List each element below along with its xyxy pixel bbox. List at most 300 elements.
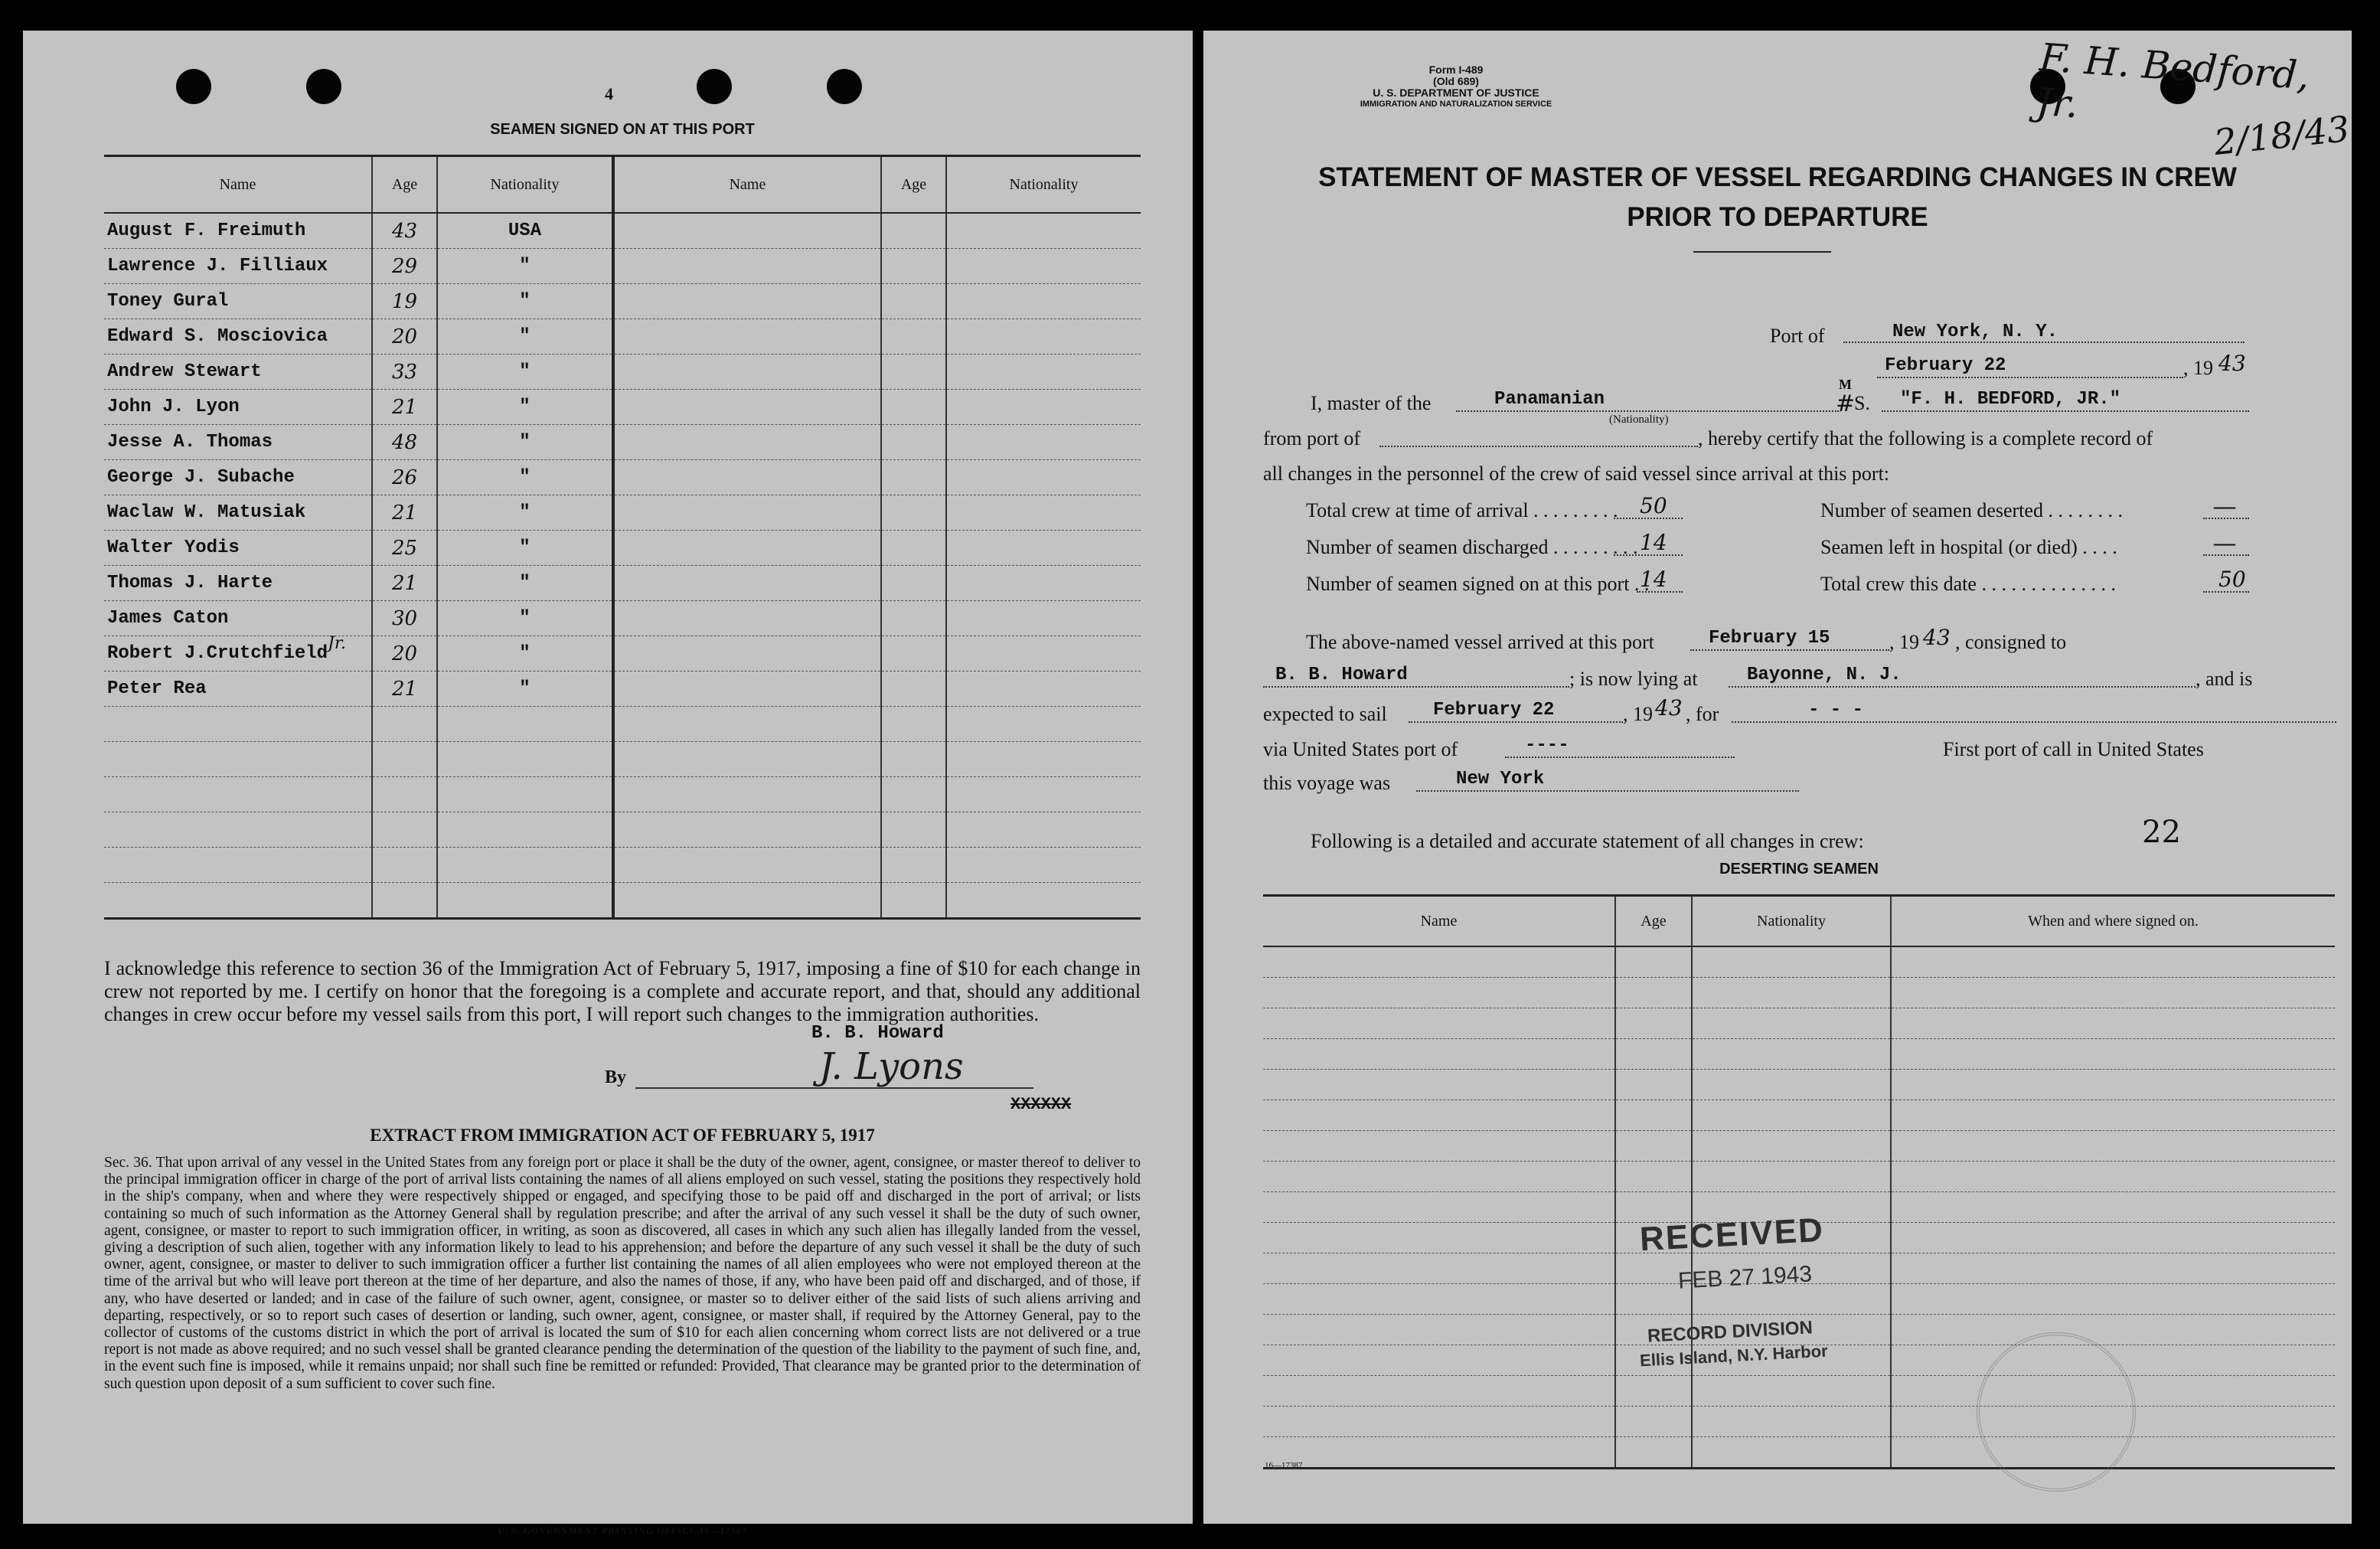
seaman-nationality bbox=[437, 883, 613, 919]
deserter-nationality bbox=[1692, 1437, 1891, 1469]
date-line bbox=[1877, 377, 2183, 378]
seaman-nationality bbox=[946, 531, 1141, 566]
seaman-age bbox=[372, 707, 437, 742]
seaman-nationality bbox=[437, 707, 613, 742]
table-row bbox=[104, 777, 1141, 812]
form-title-line1: STATEMENT OF MASTER OF VESSEL REGARDING CHANGES IN CREW bbox=[1318, 162, 2237, 192]
lying-line bbox=[1729, 686, 2196, 688]
handwritten-date: 2/18/43 bbox=[2212, 107, 2352, 164]
seaman-age bbox=[372, 249, 437, 284]
column-header-name: Name bbox=[1263, 896, 1615, 947]
seaman-age bbox=[881, 460, 946, 495]
gpo-imprint: U. S. GOVERNMENT PRINTING OFFICE 16—17387 bbox=[498, 1525, 747, 1536]
deserter-signed-on bbox=[1891, 1284, 2335, 1315]
seaman-nationality bbox=[946, 355, 1141, 390]
seaman-name bbox=[613, 672, 881, 707]
seaman-age bbox=[372, 566, 437, 601]
seaman-age bbox=[372, 284, 437, 319]
deserter-nationality bbox=[1692, 1100, 1891, 1131]
received-stamp: RECEIVED bbox=[1638, 1211, 1826, 1259]
deserter-signed-on bbox=[1891, 1100, 2335, 1131]
seaman-nationality bbox=[946, 495, 1141, 531]
table-row bbox=[1263, 978, 2335, 1008]
seaman-age bbox=[881, 249, 946, 284]
seaman-name bbox=[104, 355, 372, 390]
deserter-age bbox=[1615, 946, 1692, 978]
seaman-age bbox=[372, 531, 437, 566]
seaman-nationality bbox=[946, 566, 1141, 601]
seaman-name bbox=[613, 707, 881, 742]
seaman-name-text: Peter Rea bbox=[107, 678, 207, 699]
deserter-name bbox=[1263, 1100, 1615, 1131]
seaman-name bbox=[104, 319, 372, 355]
seaman-name-text: Andrew Stewart bbox=[107, 361, 262, 382]
acknowledgement-text: I acknowledge this reference to section 36 of the Immigration Act of February 5, 1917, imposing a fine of $10 for each change in crew not reported by me. I certify on honor that the foregoing is a complete and accurate report, and that, should any additional changes in crew occur before my vessel sails from this port, I will report such changes to the immigration authorities. bbox=[104, 957, 1141, 1025]
punch-hole bbox=[306, 69, 341, 104]
nationality-line bbox=[1456, 410, 1839, 412]
deserter-nationality bbox=[1692, 978, 1891, 1008]
seaman-age bbox=[881, 531, 946, 566]
seaman-name bbox=[613, 566, 881, 601]
arrived-date: February 15 bbox=[1709, 628, 1830, 649]
deserting-seamen-table bbox=[1263, 894, 2335, 1469]
seaman-nationality bbox=[437, 566, 613, 601]
seaman-name-text: Lawrence J. Filliaux bbox=[107, 256, 328, 276]
seaman-age bbox=[881, 566, 946, 601]
seaman-name bbox=[104, 848, 372, 883]
column-header-nationality: Nationality bbox=[437, 156, 613, 214]
seamen-signed-on-table bbox=[104, 155, 1141, 920]
seaman-nationality bbox=[946, 213, 1141, 249]
port-label: Port of bbox=[1770, 325, 1825, 347]
stat-label-total-arrival: Total crew at time of arrival . . . . . . . . . bbox=[1306, 499, 1618, 521]
table-row bbox=[1263, 1008, 2335, 1039]
arrived-year-prefix: , 19 bbox=[1889, 631, 1919, 653]
column-header-nationality: Nationality bbox=[946, 156, 1141, 214]
certify-text-2: all changes in the personnel of the crew of said vessel since arrival at this port: bbox=[1263, 462, 1890, 485]
seaman-age bbox=[881, 355, 946, 390]
by-label: By bbox=[605, 1067, 627, 1087]
seaman-nationality bbox=[946, 636, 1141, 672]
department-name: U. S. DEPARTMENT OF JUSTICE bbox=[1373, 87, 1539, 99]
seaman-nationality bbox=[946, 707, 1141, 742]
for-label: , for bbox=[1686, 703, 1719, 725]
seaman-name bbox=[613, 284, 881, 319]
seaman-age bbox=[372, 636, 437, 672]
arrived-date-line bbox=[1690, 649, 1889, 651]
seaman-name bbox=[104, 566, 372, 601]
seaman-name bbox=[613, 319, 881, 355]
seaman-nationality bbox=[437, 425, 613, 460]
seaman-age bbox=[372, 812, 437, 848]
seaman-name-text: George J. Subache bbox=[107, 467, 295, 488]
seaman-age bbox=[372, 213, 437, 249]
nationality-caption: (Nationality) bbox=[1609, 413, 1669, 426]
table-row bbox=[1263, 1407, 2335, 1437]
deserter-age bbox=[1615, 978, 1692, 1008]
stat-value-signed-on: 14 bbox=[1640, 567, 1667, 592]
seaman-age bbox=[372, 319, 437, 355]
deserter-signed-on bbox=[1891, 1008, 2335, 1039]
seaman-nationality bbox=[437, 531, 613, 566]
table-row bbox=[104, 531, 1141, 566]
service-name: IMMIGRATION AND NATURALIZATION SERVICE bbox=[1360, 100, 1552, 109]
first-port-label: First port of call in United States bbox=[1943, 738, 2204, 760]
deserter-age bbox=[1615, 1162, 1692, 1192]
seaman-name bbox=[104, 742, 372, 777]
seaman-age-text: 21 bbox=[391, 395, 418, 419]
for-value: - - - bbox=[1808, 700, 1864, 721]
seaman-name-text: Jesse A. Thomas bbox=[107, 432, 273, 453]
master-typed-name: B. B. Howard bbox=[811, 1023, 944, 1044]
column-header-name: Name bbox=[613, 156, 881, 214]
deserter-name bbox=[1263, 1039, 1615, 1070]
table-row bbox=[104, 812, 1141, 848]
date-value: February 22 bbox=[1885, 355, 2006, 376]
table-row bbox=[104, 636, 1141, 672]
seaman-age-text: 21 bbox=[391, 677, 418, 701]
seaman-name bbox=[613, 213, 881, 249]
seaman-nationality bbox=[946, 319, 1141, 355]
handwritten-vessel-note: F. H. Bedford, Jr. bbox=[2035, 34, 2311, 127]
seaman-nationality bbox=[946, 460, 1141, 495]
deserting-title: DESERTING SEAMEN bbox=[1719, 861, 1879, 877]
seaman-age bbox=[881, 636, 946, 672]
vessel-prefix-strike: # bbox=[1836, 391, 1856, 417]
via-line bbox=[1505, 757, 1735, 758]
seaman-age bbox=[881, 284, 946, 319]
voyage-label: this voyage was bbox=[1263, 772, 1391, 794]
table-row bbox=[104, 319, 1141, 355]
stat-value-discharged: 14 bbox=[1640, 530, 1667, 555]
seaman-name bbox=[613, 812, 881, 848]
seaman-name bbox=[104, 249, 372, 284]
vessel-name: "F. H. BEDFORD, JR." bbox=[1900, 389, 2121, 410]
seaman-nationality-text: " bbox=[519, 467, 531, 488]
struck-text: XXXXXX bbox=[1010, 1095, 1072, 1114]
seaman-nationality bbox=[946, 883, 1141, 919]
deserter-name bbox=[1263, 1131, 1615, 1162]
seaman-name-text: August F. Freimuth bbox=[107, 221, 306, 241]
seaman-nationality-text: " bbox=[519, 573, 531, 593]
deserter-nationality bbox=[1692, 1131, 1891, 1162]
seaman-name bbox=[613, 883, 881, 919]
seaman-age-text: 21 bbox=[391, 571, 418, 595]
seaman-nationality-text: " bbox=[519, 432, 531, 453]
seaman-nationality bbox=[437, 460, 613, 495]
voyage-value: New York bbox=[1456, 769, 1545, 789]
seaman-nationality-text: " bbox=[519, 643, 531, 664]
form-number: Form I-489 bbox=[1428, 64, 1484, 76]
deserter-name bbox=[1263, 1223, 1615, 1253]
seaman-age bbox=[372, 672, 437, 707]
seaman-age-text: 25 bbox=[391, 536, 418, 560]
table-row bbox=[1263, 1376, 2335, 1407]
seaman-age-text: 43 bbox=[391, 219, 418, 243]
seaman-name-text: Robert J.Crutchfield bbox=[107, 643, 328, 664]
seaman-nationality bbox=[437, 636, 613, 672]
form-header bbox=[1360, 64, 1552, 87]
column-header-when-where: When and where signed on. bbox=[1891, 896, 2335, 947]
table-row bbox=[104, 883, 1141, 919]
table-row bbox=[104, 390, 1141, 425]
deserter-signed-on bbox=[1891, 1070, 2335, 1100]
seaman-name bbox=[613, 460, 881, 495]
table-row bbox=[104, 672, 1141, 707]
deserter-name bbox=[1263, 1407, 1615, 1437]
table-row bbox=[1263, 1070, 2335, 1100]
table-row bbox=[1263, 1162, 2335, 1192]
stat-value-total-arrival: 50 bbox=[1640, 493, 1667, 518]
seaman-nationality-text: USA bbox=[508, 221, 542, 241]
footer-code: 16—17387 bbox=[1265, 1461, 1303, 1470]
punch-hole bbox=[176, 69, 211, 104]
table-row bbox=[1263, 1100, 2335, 1131]
seaman-nationality bbox=[946, 284, 1141, 319]
port-value: New York, N. Y. bbox=[1892, 322, 2058, 342]
deserter-signed-on bbox=[1891, 1039, 2335, 1070]
seaman-nationality bbox=[437, 848, 613, 883]
stat-label-discharged: Number of seamen discharged . . . . . . . . . bbox=[1306, 536, 1638, 558]
seaman-age bbox=[372, 742, 437, 777]
seaman-age bbox=[881, 777, 946, 812]
date-year-prefix: , 19 bbox=[2183, 357, 2213, 379]
received-stamp-date: FEB 27 1943 bbox=[1677, 1261, 1813, 1294]
table-row bbox=[104, 460, 1141, 495]
table-row bbox=[104, 213, 1141, 249]
seaman-age bbox=[372, 390, 437, 425]
seaman-age bbox=[881, 390, 946, 425]
table-row bbox=[104, 601, 1141, 636]
nationality-value: Panamanian bbox=[1494, 389, 1605, 410]
seaman-name bbox=[613, 531, 881, 566]
circular-seal-stamp bbox=[1977, 1332, 2136, 1492]
column-header-age: Age bbox=[372, 156, 437, 214]
left-page bbox=[23, 31, 1193, 1536]
deserter-name bbox=[1263, 1284, 1615, 1315]
seaman-nationality bbox=[946, 742, 1141, 777]
lying-value: Bayonne, N. J. bbox=[1747, 665, 1902, 685]
seaman-nationality-text: " bbox=[519, 361, 531, 382]
seaman-nationality-text: " bbox=[519, 678, 531, 699]
received-stamp-division: RECORD DIVISION bbox=[1647, 1317, 1814, 1347]
seaman-name bbox=[104, 390, 372, 425]
deserter-signed-on bbox=[1891, 1162, 2335, 1192]
table-row bbox=[104, 848, 1141, 883]
deserter-signed-on bbox=[1891, 946, 2335, 978]
column-header-name: Name bbox=[104, 156, 372, 214]
table-row bbox=[104, 355, 1141, 390]
seaman-name bbox=[104, 425, 372, 460]
seaman-age bbox=[881, 672, 946, 707]
seaman-name bbox=[104, 213, 372, 249]
expected-label: expected to sail bbox=[1263, 703, 1387, 725]
deserter-age bbox=[1615, 1376, 1692, 1407]
stat-label-hospital: Seamen left in hospital (or died) . . . . bbox=[1820, 536, 2117, 558]
sail-year-prefix: , 19 bbox=[1623, 703, 1653, 725]
deserter-age bbox=[1615, 1437, 1692, 1469]
seaman-nationality-text: " bbox=[519, 538, 531, 558]
seaman-name bbox=[104, 284, 372, 319]
seaman-nationality bbox=[437, 249, 613, 284]
seaman-name bbox=[613, 355, 881, 390]
seaman-name bbox=[104, 777, 372, 812]
consignee: B. B. Howard bbox=[1275, 665, 1408, 685]
seaman-age bbox=[881, 495, 946, 531]
seaman-nationality bbox=[437, 495, 613, 531]
form-old-number: (Old 689) bbox=[1433, 75, 1479, 87]
table-row bbox=[104, 707, 1141, 742]
stat-label-signed-on: Number of seamen signed on at this port . . bbox=[1306, 573, 1650, 595]
seaman-name bbox=[613, 425, 881, 460]
name-suffix: Jr. bbox=[328, 634, 346, 653]
seaman-nationality bbox=[946, 425, 1141, 460]
seaman-name bbox=[104, 495, 372, 531]
seaman-nationality bbox=[437, 319, 613, 355]
seaman-nationality bbox=[437, 777, 613, 812]
seaman-name bbox=[104, 883, 372, 919]
deserter-name bbox=[1263, 946, 1615, 978]
seaman-name bbox=[104, 672, 372, 707]
column-header-age: Age bbox=[881, 156, 946, 214]
vessel-prefix-s: S. bbox=[1854, 392, 1870, 414]
seaman-name-text: Toney Gural bbox=[107, 291, 229, 312]
seaman-age bbox=[372, 425, 437, 460]
seaman-nationality bbox=[437, 213, 613, 249]
seaman-age bbox=[372, 460, 437, 495]
extract-text: Sec. 36. That upon arrival of any vessel in the United States from any foreign port or place it shall be the duty of the owner, agent, consignee, or master thereof to deliver to the principal immigration officer in charge of the port of arrival lists containing the names of all aliens employed on such vessel, stating the positions they respectively hold in the ship's company, when and where they were respectively shipped or engaged, and specifying those to be paid off and discharged in the port of arrival; or lists containing so much of such information as the Attorney General shall by regulation prescribe; and after the arrival of any such vessel it shall be the duty of such owner, agent, consignee, or master to report to such immigration officer, in writing, as soon as discovered, all cases in which any such alien has illegally landed from the vessel, giving a description of such alien, together with any information likely to lead to his apprehension; and before the departure of any such vessel it shall be the duty of such owner, agent, consignee, or master to deliver to such immigration officer a further list containing the names of all alien employees who were not employed thereon at the time of the arrival but who will leave port thereon at the time of her departure, and also the names of those, if any, who have been paid off and discharged, and of those, if any, who have deserted or landed; and in case of the failure of such owner, agent, consignee, or master so to deliver either of the said lists of such aliens arriving and departing, respectively, or so to report such cases of desertion or landing, such owner, agent, consignee, or master shall, if required by the Attorney General, pay to the collector of customs of the customs district in which the port of arrival is located the sum of $10 for each alien concerning whom correct lists are not delivered or a true report is not made as above required; and no such vessel shall be granted clearance pending the determination of the question of the liability to the payment of such fine, and, in the event such fine is imposed, while it remains unpaid; nor shall such fine be remitted or refunded: Provided, That clearance may be granted prior to the determination of such question upon deposit of a sum sufficient to cover such fine. bbox=[104, 1155, 1141, 1392]
deserter-name bbox=[1263, 978, 1615, 1008]
consigned-label: , consigned to bbox=[1955, 631, 2067, 653]
deserter-signed-on bbox=[1891, 1315, 2335, 1345]
from-port-line bbox=[1379, 446, 1698, 447]
right-page bbox=[1203, 31, 2352, 1524]
deserter-age bbox=[1615, 1070, 1692, 1100]
seaman-name bbox=[104, 812, 372, 848]
for-line bbox=[1732, 721, 2336, 723]
deserter-signed-on bbox=[1891, 1223, 2335, 1253]
received-stamp-location: Ellis Island, N.Y. Harbor bbox=[1639, 1341, 1829, 1371]
seaman-name-text: Edward S. Mosciovica bbox=[107, 326, 328, 347]
seaman-name bbox=[104, 460, 372, 495]
seaman-age bbox=[881, 425, 946, 460]
seaman-age bbox=[881, 812, 946, 848]
punch-hole bbox=[827, 69, 862, 104]
count-mark: 22 bbox=[2142, 815, 2181, 850]
deserter-signed-on bbox=[1891, 978, 2335, 1008]
seaman-age-text: 20 bbox=[391, 642, 418, 665]
consignee-line bbox=[1263, 686, 1569, 688]
seaman-nationality bbox=[437, 742, 613, 777]
via-label: via United States port of bbox=[1263, 738, 1458, 760]
seaman-age-text: 29 bbox=[391, 254, 418, 278]
seaman-nationality-text: " bbox=[519, 502, 531, 523]
seaman-nationality bbox=[946, 848, 1141, 883]
seaman-nationality-text: " bbox=[519, 326, 531, 347]
seaman-age-text: 19 bbox=[391, 289, 418, 313]
seaman-age bbox=[372, 601, 437, 636]
seaman-name bbox=[613, 777, 881, 812]
table-row bbox=[1263, 1039, 2335, 1070]
seaman-nationality bbox=[946, 249, 1141, 284]
table-row bbox=[1263, 1284, 2335, 1315]
deserter-name bbox=[1263, 1253, 1615, 1284]
column-header-age: Age bbox=[1615, 896, 1692, 947]
is-label: , and is bbox=[2196, 668, 2253, 690]
following-label: Following is a detailed and accurate statement of all changes in crew: bbox=[1311, 830, 1864, 852]
deserter-nationality bbox=[1692, 1070, 1891, 1100]
seaman-name-text: John J. Lyon bbox=[107, 397, 240, 417]
department-block bbox=[1265, 87, 1647, 110]
vessel-prefix-m: M bbox=[1839, 377, 1852, 392]
seaman-age bbox=[372, 777, 437, 812]
seaman-age-text: 33 bbox=[391, 360, 418, 384]
stat-value-deserted: — bbox=[2214, 495, 2235, 518]
deserter-nationality bbox=[1692, 1008, 1891, 1039]
seaman-age bbox=[372, 883, 437, 919]
seaman-name bbox=[613, 601, 881, 636]
deserter-age bbox=[1615, 1008, 1692, 1039]
seaman-name bbox=[104, 636, 372, 672]
table-row bbox=[1263, 946, 2335, 978]
punch-hole bbox=[697, 69, 732, 104]
stat-label-total-date: Total crew this date . . . . . . . . . . . . . . bbox=[1820, 573, 2116, 595]
table-row bbox=[104, 566, 1141, 601]
seaman-age bbox=[881, 742, 946, 777]
seaman-age bbox=[881, 707, 946, 742]
seaman-nationality bbox=[946, 672, 1141, 707]
seaman-age-text: 20 bbox=[391, 325, 418, 348]
extract-title: EXTRACT FROM IMMIGRATION ACT OF FEBRUARY 5, 1917 bbox=[370, 1126, 875, 1145]
deserter-age bbox=[1615, 1131, 1692, 1162]
deserter-nationality bbox=[1692, 1162, 1891, 1192]
sail-date: February 22 bbox=[1433, 700, 1555, 721]
seaman-name bbox=[613, 742, 881, 777]
deserter-age bbox=[1615, 1039, 1692, 1070]
date-year: 43 bbox=[2218, 351, 2246, 376]
seaman-name bbox=[613, 390, 881, 425]
stat-label-deserted: Number of seamen deserted . . . . . . . . bbox=[1820, 499, 2123, 521]
via-value: ---- bbox=[1525, 735, 1569, 756]
deserter-nationality bbox=[1692, 1407, 1891, 1437]
seaman-nationality bbox=[437, 390, 613, 425]
deserter-age bbox=[1615, 1407, 1692, 1437]
seaman-nationality bbox=[437, 355, 613, 390]
seaman-name bbox=[104, 531, 372, 566]
master-signature: J. Lyons bbox=[819, 1045, 964, 1088]
seaman-age bbox=[881, 213, 946, 249]
table-row bbox=[1263, 1131, 2335, 1162]
deserter-name bbox=[1263, 1376, 1615, 1407]
seaman-age bbox=[881, 848, 946, 883]
sail-date-line bbox=[1409, 721, 1623, 723]
sail-year: 43 bbox=[1655, 695, 1683, 721]
from-port-label: from port of bbox=[1263, 427, 1361, 449]
deserter-name bbox=[1263, 1008, 1615, 1039]
stat-value-total-date: 50 bbox=[2218, 567, 2246, 592]
deserter-age bbox=[1615, 1100, 1692, 1131]
deserter-signed-on bbox=[1891, 1131, 2335, 1162]
deserter-signed-on bbox=[1891, 1192, 2335, 1223]
table-row bbox=[1263, 1437, 2335, 1469]
voyage-line bbox=[1416, 790, 1799, 792]
seaman-nationality bbox=[946, 812, 1141, 848]
deserter-name bbox=[1263, 1162, 1615, 1192]
seaman-nationality bbox=[946, 777, 1141, 812]
seaman-age bbox=[881, 601, 946, 636]
seaman-name-text: Thomas J. Harte bbox=[107, 573, 273, 593]
table-row bbox=[104, 742, 1141, 777]
